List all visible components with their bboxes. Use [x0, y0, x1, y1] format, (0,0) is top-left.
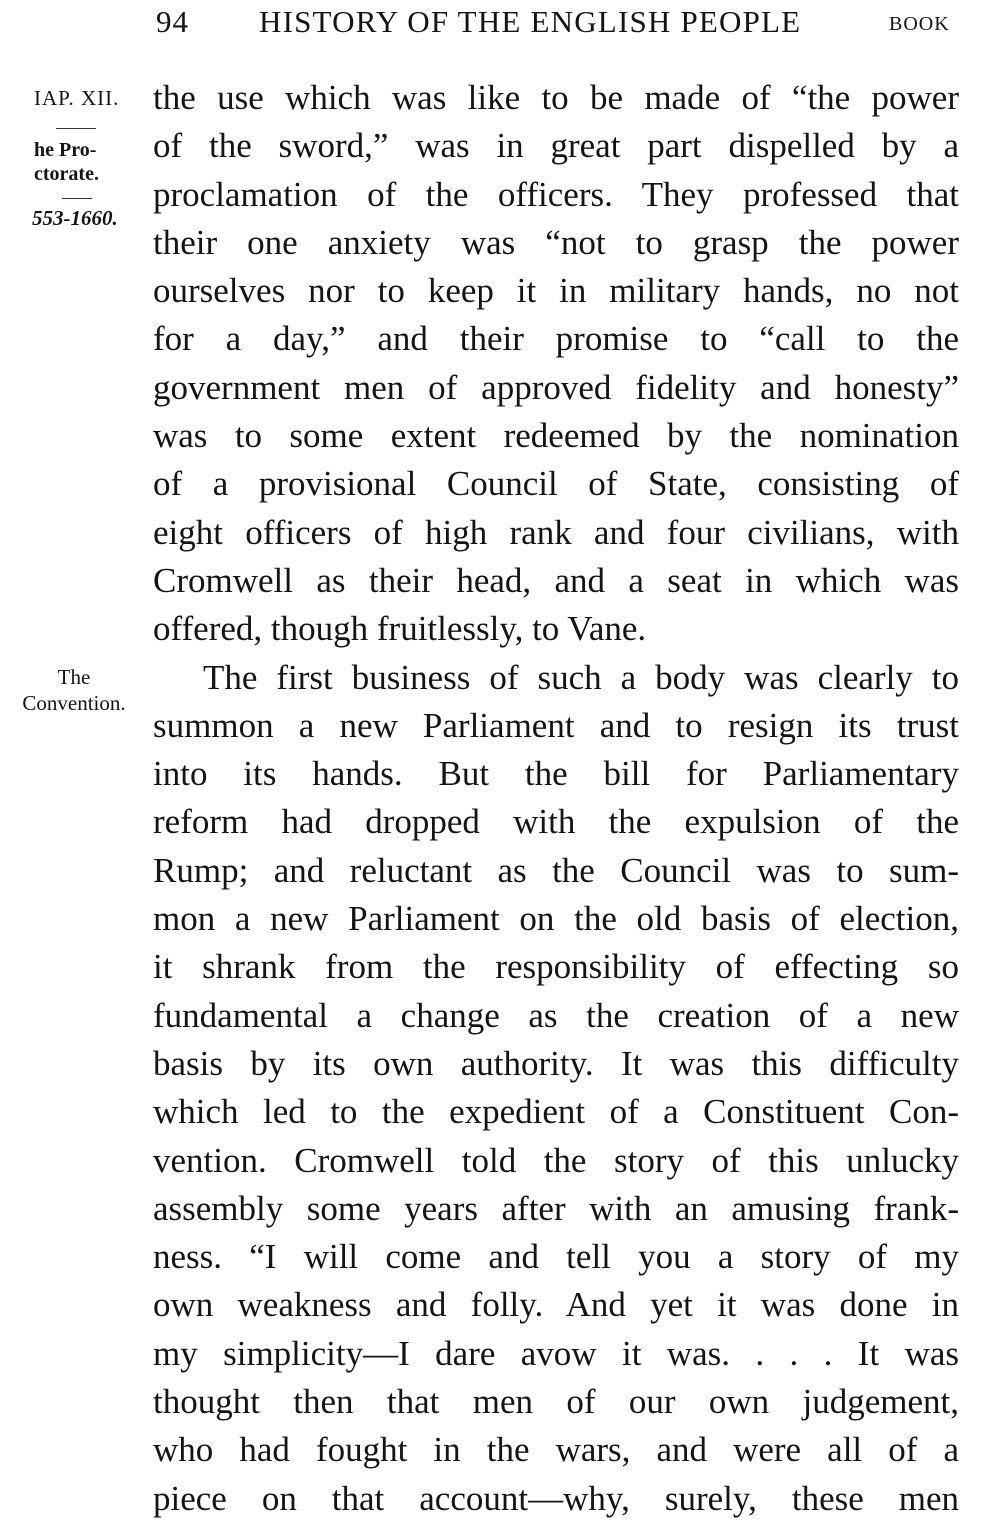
text-line: own weakness and folly. And yet it was done in: [153, 1285, 959, 1325]
text-line: piece on that account—why, surely, these men: [153, 1478, 959, 1518]
text-line: which led to the expedient of a Constituent Con-: [153, 1092, 959, 1132]
running-title: HISTORY OF THE ENGLISH PEOPLE: [259, 4, 802, 39]
text-line: Rump; and reluctant as the Council was to sum-: [153, 850, 959, 890]
text-line: ourselves nor to keep it in military hands, no not: [153, 271, 959, 311]
text-line: my simplicity—I dare avow it was. . . . It was: [153, 1333, 959, 1373]
margin-note-convention: [4, 664, 144, 716]
body-text: [153, 74, 959, 1523]
text-line: proclamation of the officers. They professed that: [153, 174, 959, 214]
page-number: 94: [156, 4, 189, 39]
margin-section-title: [34, 138, 99, 186]
margin-note-line: Convention.: [22, 691, 126, 715]
margin-dates: 553-1660.: [32, 206, 118, 230]
text-line: offered, though fruitlessly, to Vane.: [153, 609, 647, 649]
text-line: mon a new Parliament on the old basis of election,: [153, 899, 959, 939]
margin-section-line: he Pro-: [34, 139, 97, 161]
text-line: summon a new Parliament and to resign its trust: [153, 705, 959, 745]
text-line: Cromwell as their head, and a seat in which was: [153, 560, 959, 600]
margin-section-line: ctorate.: [34, 163, 99, 185]
book-label: BOOK: [889, 13, 950, 35]
text-line: the use which was like to be made of “the power: [153, 78, 959, 117]
text-line: eight officers of high rank and four civilians, with: [153, 512, 959, 552]
text-line: it shrank from the responsibility of effecting so: [153, 947, 959, 987]
text-line: assembly some years after with an amusing frank-: [153, 1188, 959, 1228]
text-line: reform had dropped with the expulsion of the: [153, 802, 959, 842]
text-line: into its hands. But the bill for Parliamentary: [153, 754, 959, 794]
text-line: was to some extent redeemed by the nomination: [153, 416, 959, 456]
text-line: of a provisional Council of State, consisting of: [153, 464, 959, 504]
text-line: basis by its own authority. It was this difficulty: [153, 1043, 959, 1083]
text-line: thought then that men of our own judgement,: [153, 1382, 959, 1422]
running-head: [0, 4, 1000, 48]
text-line: ness. “I will come and tell you a story of my: [153, 1237, 959, 1277]
text-line: fundamental a change as the creation of a new: [153, 995, 959, 1035]
margin-rule: [56, 128, 96, 129]
paragraph-first-line: The first business of such a body was clearly to: [203, 657, 959, 697]
margin-rule: [62, 198, 92, 199]
text-line: of the sword,” was in great part dispelled by a: [153, 126, 959, 166]
text-line: who had fought in the wars, and were all of a: [153, 1430, 959, 1470]
text-line: their one anxiety was “not to grasp the power: [153, 222, 959, 262]
text-line: for a day,” and their promise to “call to the: [153, 319, 959, 359]
text-line: government men of approved fidelity and honesty”: [153, 367, 959, 407]
margin-chapter: IAP. XII.: [34, 86, 120, 110]
margin-note-line: The: [57, 665, 91, 689]
text-line: vention. Cromwell told the story of this unlucky: [153, 1140, 959, 1180]
